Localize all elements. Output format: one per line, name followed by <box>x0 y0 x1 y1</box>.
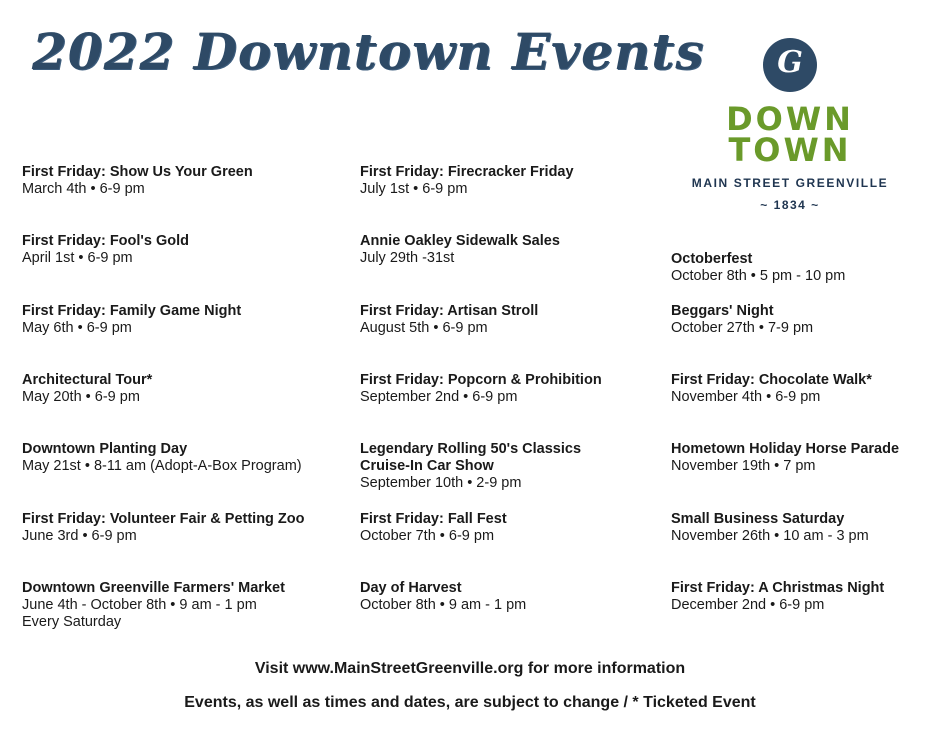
event-item <box>671 251 845 285</box>
event-item <box>22 580 285 631</box>
event-name: First Friday: A Christmas Night <box>671 580 885 596</box>
event-name: Octoberfest <box>671 251 753 267</box>
logo-g-badge <box>763 38 817 92</box>
event-date: October 27th • 7-9 pm <box>671 320 814 336</box>
event-item <box>360 580 526 614</box>
downtown-logo <box>690 38 890 212</box>
logo-year: ~ 1834 ~ <box>760 198 820 212</box>
event-item <box>360 303 538 337</box>
event-name: First Friday: Volunteer Fair & Petting Zoo <box>22 511 305 527</box>
logo-subtitle: MAIN STREET GREENVILLE <box>691 176 889 190</box>
event-item <box>22 511 305 545</box>
event-item <box>671 372 872 406</box>
event-date: September 10th • 2-9 pm <box>360 475 522 491</box>
event-name: First Friday: Artisan Stroll <box>360 303 539 319</box>
event-date: September 2nd • 6-9 pm <box>360 389 518 405</box>
event-name: First Friday: Family Game Night <box>22 303 242 319</box>
event-date: May 20th • 6-9 pm <box>22 389 140 405</box>
event-name: Legendary Rolling 50's Classics <box>360 441 582 457</box>
event-date: July 29th -31st <box>360 250 455 266</box>
event-name: First Friday: Fall Fest <box>360 511 507 527</box>
event-note: Every Saturday <box>22 614 122 630</box>
event-name: Downtown Greenville Farmers' Market <box>22 580 285 596</box>
event-date: May 6th • 6-9 pm <box>22 320 132 336</box>
event-date: November 19th • 7 pm <box>671 458 816 474</box>
disclaimer-note: Events, as well as times and dates, are subject to change / * Ticketed Event <box>184 694 756 711</box>
event-item <box>22 233 189 267</box>
event-item <box>22 372 152 406</box>
event-item <box>22 303 241 337</box>
event-item <box>360 164 574 198</box>
event-name: Annie Oakley Sidewalk Sales <box>360 233 560 249</box>
event-date: November 26th • 10 am - 3 pm <box>671 528 869 544</box>
event-date: June 3rd • 6-9 pm <box>22 528 137 544</box>
event-date: December 2nd • 6-9 pm <box>671 597 825 613</box>
event-name: Beggars' Night <box>671 303 774 319</box>
event-date: October 8th • 9 am - 1 pm <box>360 597 527 613</box>
event-name: First Friday: Firecracker Friday <box>360 164 574 180</box>
website-note: Visit www.MainStreetGreenville.org for more information <box>254 660 686 677</box>
event-name: Small Business Saturday <box>671 511 845 527</box>
event-item <box>671 441 899 475</box>
event-item <box>360 441 581 492</box>
event-item <box>360 511 507 545</box>
event-date: October 8th • 5 pm - 10 pm <box>671 268 846 284</box>
event-date: August 5th • 6-9 pm <box>360 320 488 336</box>
event-date: May 21st • 8-11 am (Adopt-A-Box Program) <box>22 458 302 474</box>
event-item <box>671 511 869 545</box>
event-date: November 4th • 6-9 pm <box>671 389 821 405</box>
event-item <box>22 441 302 475</box>
page-title: 2022 Downtown Events <box>32 22 705 81</box>
event-name: First Friday: Popcorn & Prohibition <box>360 372 602 388</box>
event-date: June 4th - October 8th • 9 am - 1 pm <box>22 597 257 613</box>
event-name: First Friday: Fool's Gold <box>22 233 189 249</box>
logo-letter: G <box>777 45 803 80</box>
event-item <box>671 303 813 337</box>
event-item <box>360 372 602 406</box>
event-name-line2: Cruise-In Car Show <box>360 458 494 474</box>
event-date: April 1st • 6-9 pm <box>22 250 133 266</box>
event-name: Day of Harvest <box>360 580 462 596</box>
event-item <box>360 233 560 267</box>
event-name: Downtown Planting Day <box>22 441 188 457</box>
event-date: July 1st • 6-9 pm <box>360 181 468 197</box>
event-name: First Friday: Chocolate Walk* <box>671 372 872 388</box>
event-name: First Friday: Show Us Your Green <box>22 164 253 180</box>
event-item <box>22 164 253 198</box>
event-name: Hometown Holiday Horse Parade <box>671 441 900 457</box>
logo-word-down: DOWN <box>726 100 854 138</box>
event-date: March 4th • 6-9 pm <box>22 181 145 197</box>
logo-word-town: TOWN <box>728 131 852 169</box>
event-item <box>671 580 884 614</box>
event-date: October 7th • 6-9 pm <box>360 528 495 544</box>
event-name: Architectural Tour* <box>22 372 153 388</box>
